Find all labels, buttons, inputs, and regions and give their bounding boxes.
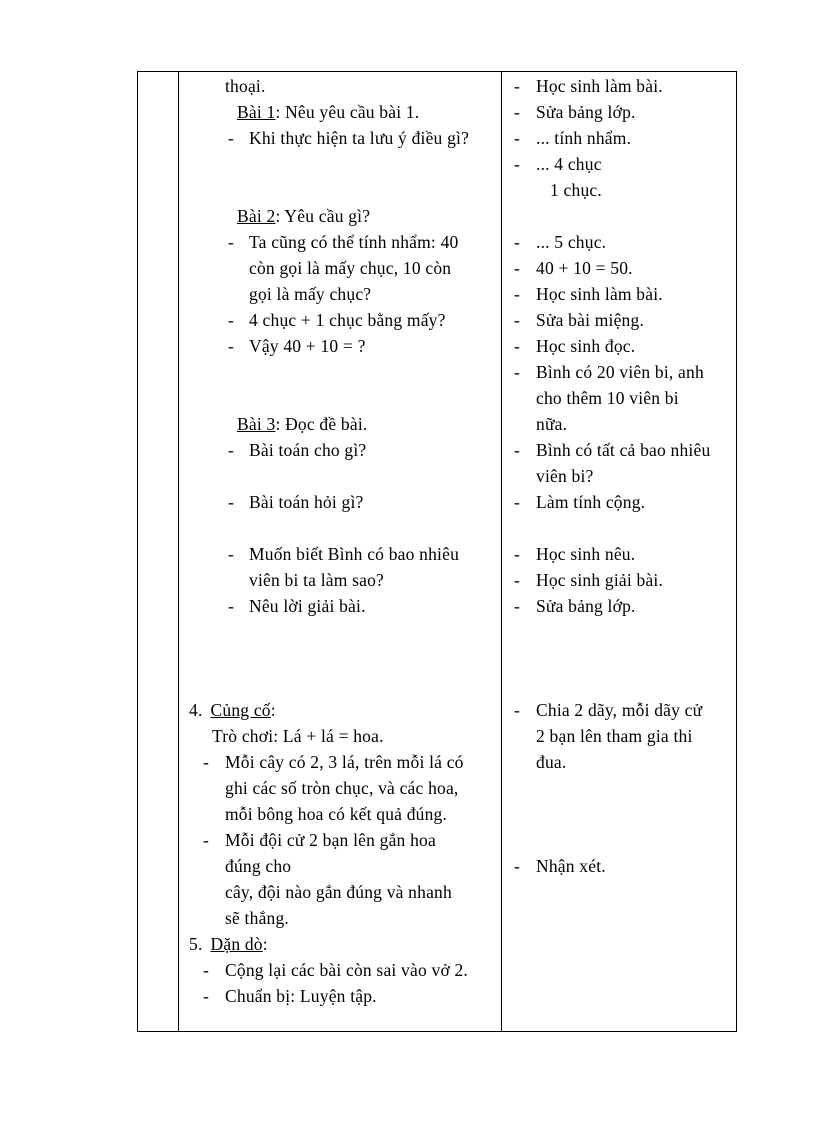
bullet-dash: -: [514, 492, 520, 512]
student-line: 2 bạn lên tham gia thi: [536, 726, 693, 746]
teacher-line: Trò chơi: Lá + lá = hoa.: [212, 726, 384, 746]
section-4-heading: [189, 697, 276, 723]
bullet-dash: -: [514, 336, 520, 356]
bullet-dash: -: [514, 856, 520, 876]
bullet-dash: -: [514, 596, 520, 616]
bullet-dash: -: [514, 544, 520, 564]
bullet-dash: -: [228, 492, 234, 512]
bullet-dash: -: [514, 102, 520, 122]
bullet-dash: -: [514, 76, 520, 96]
teacher-line: 4 chục + 1 chục bằng mấy?: [249, 310, 446, 330]
bullet-dash: -: [228, 544, 234, 564]
student-line: Làm tính cộng.: [536, 492, 646, 512]
bullet-dash: -: [228, 440, 234, 460]
teacher-line: Muốn biết Bình có bao nhiêu: [249, 544, 460, 564]
section-number: 4.: [189, 700, 203, 720]
table-bottom-border: [137, 1031, 737, 1032]
exercise-label: Bài 1: [237, 102, 276, 122]
teacher-line: Ta cũng có thể tính nhẩm: 40: [249, 232, 459, 252]
student-line: Học sinh giải bài.: [536, 570, 664, 590]
exercise-label: Bài 3: [237, 414, 276, 434]
bullet-dash: -: [228, 336, 234, 356]
teacher-line: gọi là mấy chục?: [249, 284, 372, 304]
exercise-label: Bài 2: [237, 206, 276, 226]
teacher-line: Cộng lại các bài còn sai vào vở 2.: [225, 960, 468, 980]
student-line: Học sinh nêu.: [536, 544, 636, 564]
section-label: Dặn dò: [210, 934, 263, 954]
teacher-line: sẽ thắng.: [225, 908, 290, 928]
bullet-dash: -: [228, 232, 234, 252]
student-line: 1 chục.: [550, 180, 602, 200]
student-line: ... tính nhẩm.: [536, 128, 632, 148]
student-line: Học sinh đọc.: [536, 336, 636, 356]
student-line: Bình có tất cả bao nhiêu: [536, 440, 711, 460]
student-line: Nhận xét.: [536, 856, 606, 876]
teacher-line: mỗi bông hoa có kết quả đúng.: [225, 804, 448, 824]
student-line: Sửa bảng lớp.: [536, 102, 636, 122]
teacher-line: Mỗi đội cử 2 bạn lên gắn hoa: [225, 830, 436, 850]
student-line: Học sinh làm bài.: [536, 76, 663, 96]
bullet-dash: -: [514, 700, 520, 720]
bullet-dash: -: [203, 960, 209, 980]
table-left-border: [137, 71, 138, 1032]
exercise-text: : Nêu yêu cầu bài 1.: [275, 102, 420, 122]
teacher-line: Bài toán cho gì?: [249, 440, 367, 460]
teacher-line: Mỗi cây có 2, 3 lá, trên mỗi lá có: [225, 752, 464, 772]
bullet-dash: -: [514, 310, 520, 330]
student-line: nữa.: [536, 414, 568, 434]
bullet-dash: -: [203, 752, 209, 772]
bullet-dash: -: [228, 310, 234, 330]
teacher-line: Vậy 40 + 10 = ?: [249, 336, 366, 356]
teacher-line: Chuẩn bị: Luyện tập.: [225, 986, 377, 1006]
bullet-dash: -: [514, 362, 520, 382]
exercise-2-heading: [237, 203, 370, 229]
exercise-text: : Đọc đề bài.: [275, 414, 368, 434]
exercise-1-heading: [237, 99, 419, 125]
teacher-line: ghi các số tròn chục, và các hoa,: [225, 778, 459, 798]
student-line: Sửa bài miệng.: [536, 310, 645, 330]
student-line: Bình có 20 viên bi, anh: [536, 362, 704, 382]
student-line: Sửa bảng lớp.: [536, 596, 636, 616]
table-divider-2: [501, 71, 502, 1032]
bullet-dash: -: [514, 128, 520, 148]
section-5-heading: [189, 931, 268, 957]
teacher-line: còn gọi là mấy chục, 10 còn: [249, 258, 452, 278]
section-colon: :: [270, 700, 276, 720]
student-line: Chia 2 dãy, mỗi dãy cử: [536, 700, 703, 720]
student-line: 40 + 10 = 50.: [536, 258, 633, 278]
student-line: đua.: [536, 752, 567, 772]
teacher-line: Khi thực hiện ta lưu ý điều gì?: [249, 128, 470, 148]
table-right-border: [736, 71, 737, 1032]
teacher-line: viên bi ta làm sao?: [249, 570, 385, 590]
student-line: viên bi?: [536, 466, 594, 486]
teacher-line: thoại.: [225, 76, 266, 96]
student-line: ... 5 chục.: [536, 232, 607, 252]
section-label: Củng cố: [210, 700, 271, 720]
bullet-dash: -: [203, 986, 209, 1006]
bullet-dash: -: [228, 596, 234, 616]
teacher-line: Nêu lời giải bài.: [249, 596, 366, 616]
exercise-text: : Yêu cầu gì?: [275, 206, 371, 226]
bullet-dash: -: [514, 232, 520, 252]
teacher-line: đúng cho: [225, 856, 292, 876]
bullet-dash: -: [514, 570, 520, 590]
bullet-dash: -: [514, 440, 520, 460]
table-top-border: [137, 71, 737, 72]
teacher-line: Bài toán hỏi gì?: [249, 492, 364, 512]
student-line: cho thêm 10 viên bi: [536, 388, 679, 408]
student-line: Học sinh làm bài.: [536, 284, 663, 304]
teacher-line: cây, đội nào gắn đúng và nhanh: [225, 882, 452, 902]
section-colon: :: [262, 934, 268, 954]
student-line: ... 4 chục: [536, 154, 602, 174]
section-number: 5.: [189, 934, 203, 954]
bullet-dash: -: [203, 830, 209, 850]
bullet-dash: -: [514, 154, 520, 174]
bullet-dash: -: [514, 284, 520, 304]
table-divider-1: [178, 71, 179, 1032]
bullet-dash: -: [514, 258, 520, 278]
exercise-3-heading: [237, 411, 367, 437]
bullet-dash: -: [228, 128, 234, 148]
